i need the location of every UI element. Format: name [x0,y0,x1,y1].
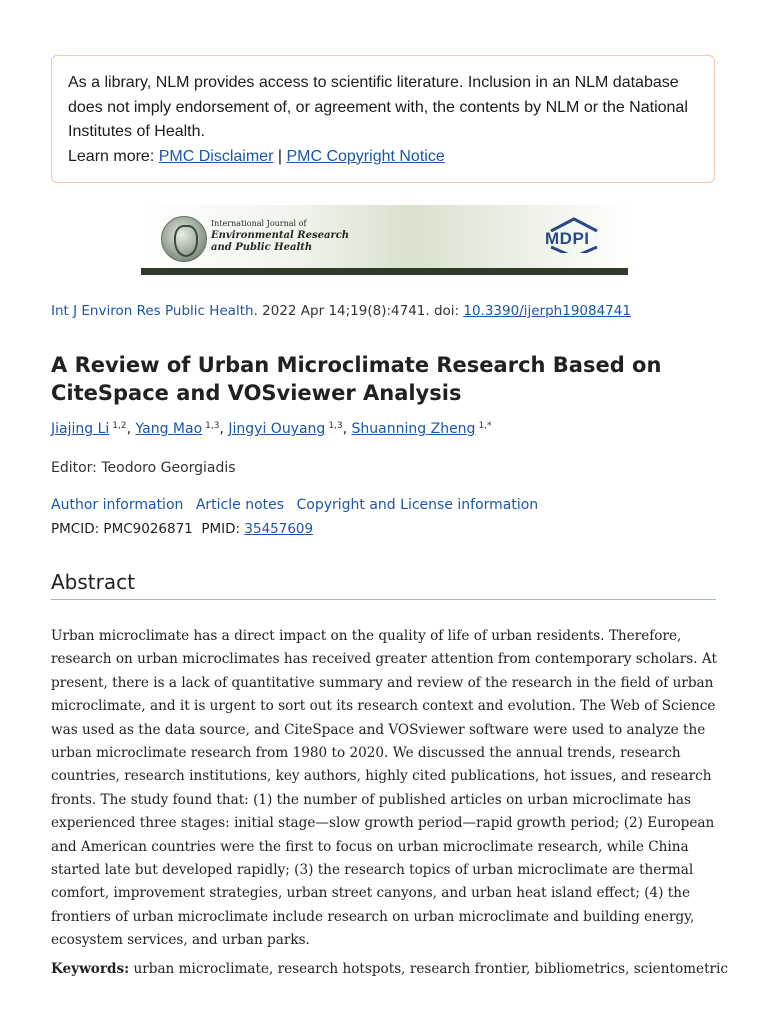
journal-link[interactable]: Int J Environ Res Public Health [51,303,254,319]
article-title: A Review of Urban Microclimate Research Based on CiteSpace and VOSviewer Analysis [51,353,662,405]
author-affiliation: 1,3 [328,421,343,431]
pmc-disclaimer-link[interactable]: PMC Disclaimer [158,147,274,165]
journal-banner[interactable] [141,205,628,275]
citation-details: . 2022 Apr 14;19(8):4741. doi: [253,303,464,319]
publisher-name: MDPI [545,229,590,248]
keywords-text: urban microclimate, research hotspots, research frontier, bibliometrics, scientometric [129,961,728,977]
journal-name-line2: Environmental Research [211,230,350,241]
author-link[interactable]: Jingyi Ouyang [228,421,326,437]
pmid-link[interactable]: 35457609 [244,521,314,537]
citation-line [51,303,631,319]
journal-emblem-icon [161,216,207,262]
link-separator: | [277,147,282,165]
learn-more-label: Learn more: [68,147,155,165]
abstract-text: Urban microclimate has a direct impact on the quality of life of urban residents. Therefore, research on urban microclimates has received greater attention from contemporary scholars. At present, there is a lack of quantitative summary and review of the research in the field of urban microclimate, and it is urgent to sort out its research context and evolution. The Web of Science was used as the data source, and CiteSpace and VOSviewer software were used to analyze the urban microclimate research from 1980 to 2020. We discussed the annual trends, research countries, research institutions, key authors, highly cited publications, hot issues, and research fronts. The study found that: (1) the number of published articles on urban microclimate has experienced three stages: initial stage—slow growth period—rapid growth period; (2) European and American countries were the first to focus on urban microclimate research, while China started late but developed rapidly; (3) the research topics of urban microclimate are thermal comfort, improvement strategies, urban street canyons, and urban heat island effect; (4) the frontiers of urban microclimate include research on urban microclimate and building energy, ecosystem services, and urban parks. [51,628,717,949]
article-meta-links [51,497,546,513]
author-link[interactable]: Shuanning Zheng [351,421,476,437]
article-ids [51,521,313,537]
author-link[interactable]: Jiajing Li [51,421,110,437]
copyright-license-toggle[interactable]: Copyright and License information [296,497,539,513]
keywords-label: Keywords: [51,961,130,977]
abstract-heading: Abstract [51,570,716,600]
pmcid-label: PMCID: PMC9026871 [51,521,193,537]
author-affiliation: 1,* [478,421,492,431]
article-notes-toggle[interactable]: Article notes [195,497,285,513]
journal-name-line3: and Public Health [211,242,313,253]
notice-text: As a library, NLM provides access to scientific literature. Inclusion in an NLM database does not imply endorsement of, or agreement with, the contents by NLM or the National Institutes of Health. [68,74,688,140]
nlm-disclaimer-notice [51,55,715,183]
pmc-copyright-link[interactable]: PMC Copyright Notice [286,147,445,165]
doi-link[interactable]: 10.3390/ijerph19084741 [463,303,631,319]
author-link[interactable]: Yang Mao [135,421,203,437]
journal-name-line1: International Journal of [211,219,307,228]
author-affiliation: 1,2 [112,421,127,431]
author-affiliation: 1,3 [205,421,220,431]
banner-bar [141,268,628,275]
pmid-label: PMID: [201,521,241,537]
keywords-line [51,958,728,981]
author-information-toggle[interactable]: Author information [51,497,184,513]
author-list: Jiajing Li $^{1,2}$, Yang Mao $^{1,3}$, Jingyi Ouyang $^{1,3}$, Shuanning Zheng $^{1,*}$ [51,421,492,437]
editor-line: Editor: Teodoro Georgiadis [51,460,236,476]
